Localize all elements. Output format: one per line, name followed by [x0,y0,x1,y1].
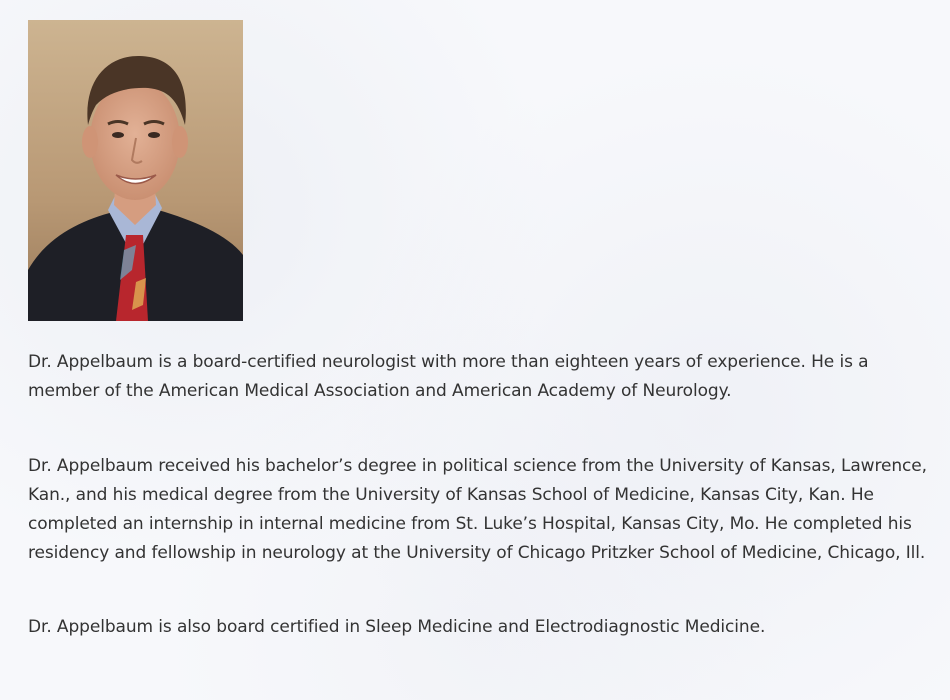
bio-paragraph-certifications: Dr. Appelbaum is also board certified in Sleep Medicine and Electrodiagnostic Medicine. [28,617,766,637]
bio-paragraph-education: Dr. Appelbaum received his bachelor’s degree in political science from the University of Kansas, Lawrence, Kan., and his medical degree from the University of Kansas School of Medicine, Kansas City, Kan. He completed an internship in internal medicine from St. Luke’s Hospital, Kansas City, Mo. He completed his residency and fellowship in neurology at the University of Chicago Pritzker School of Medicine, Chicago, Ill. [28,456,927,563]
bio-paragraph-memberships: Dr. Appelbaum is a board-certified neurologist with more than eighteen years of experience. He is a member of the American Medical Association and American Academy of Neurology. [28,352,869,401]
doctor-bio-section [28,20,928,642]
doctor-portrait-photo [28,20,243,321]
portrait-photo-icon [28,20,243,321]
